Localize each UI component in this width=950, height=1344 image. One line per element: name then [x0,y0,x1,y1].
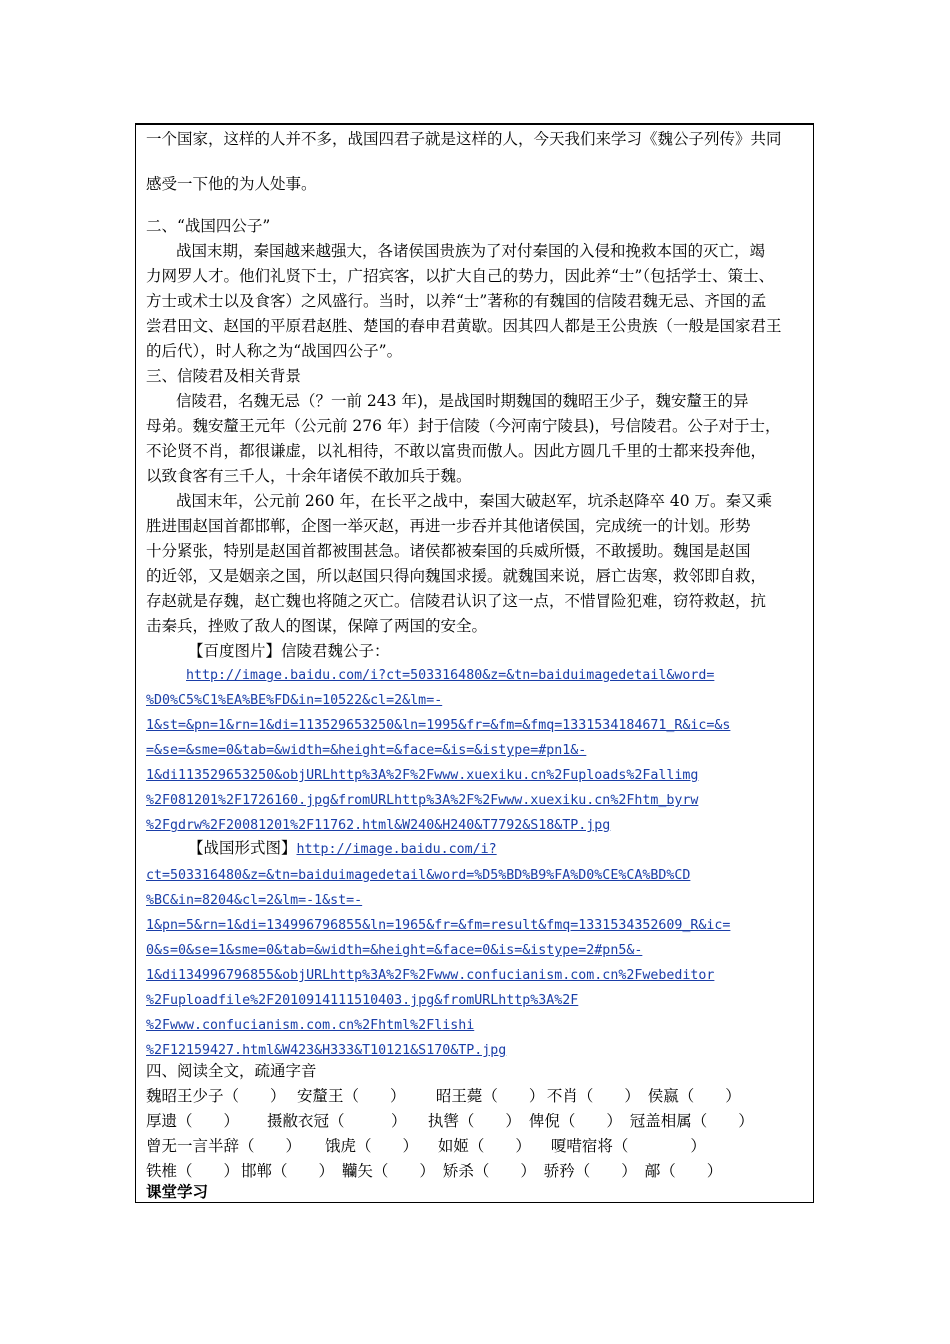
baidu-image-row-2 [188,838,497,860]
section-3-para-1-line: 不论贤不肖，都很谦虚，以礼相待，不敢以富贵而傲人。因此方圆几千里的士都来投奔他， [146,442,767,460]
pronunciation-item: 矫杀（ ） [442,1162,536,1180]
pronunciation-item: 如姬（ ） [437,1137,531,1155]
section-3-para-1-line: 以致食客有三千人，十余年诸侯不敢加兵于魏。 [146,467,472,485]
pronunciation-item: 执辔（ ） [427,1112,521,1130]
section-3-para-2-line: 十分紧张，特别是赵国首都被围甚急。诸侯都被秦国的兵威所慑，不敢援助。魏国是赵国 [146,542,751,560]
pronunciation-item: 铁椎（ ） [146,1162,240,1180]
pronunciation-item: 魏昭王少子（ ） [146,1087,286,1105]
pronunciation-item: 俾倪（ ） [528,1112,622,1130]
section-4-heading: 四、阅读全文，疏通字音 [146,1062,317,1080]
section-2-line: 力网罗人才。他们礼贤下士，广招宾客，以扩大自己的势力，因此养“士”（包括学士、策士、 [146,267,775,285]
section-3-heading: 三、信陵君及相关背景 [146,367,302,385]
baidu-image-link-2[interactable]: %2F12159427.html&W423&H333&T10121&S170&TP.jpg [146,1043,507,1058]
section-3-para-2-line: 胜进围赵国首都邯郸，企图一举灭赵，再进一步吞并其他诸侯国，完成统一的计划。形势 [146,517,751,535]
baidu-image-link-1[interactable]: =&se=&sme=0&tab=&width=&height=&face=&is=&istype=#pn1&- [146,743,587,758]
baidu-image-label-2: 【战国形式图】 [188,839,297,857]
pronunciation-item: 邯郸（ ） [240,1162,334,1180]
baidu-image-label-1: 【百度图片】信陵君魏公子： [188,642,390,660]
baidu-image-link-2[interactable]: %2Fwww.confucianism.com.cn%2Fhtml%2Flishi [146,1018,475,1033]
pronunciation-item: 韊矢（ ） [341,1162,435,1180]
section-3-para-1-line: 信陵君，名魏无忌（？一前 243 年)，是战国时期魏国的魏昭王少子，魏安釐王的异 [176,392,749,410]
table-top-border [136,124,813,125]
pronunciation-row-2 [146,1111,754,1131]
pronunciation-item: 厚遗（ ） [146,1112,240,1130]
section-3-para-2-line: 战国末年，公元前 260 年，在长平之战中，秦国大破赵军，坑杀赵降卒 40 万。秦又乘 [176,492,773,510]
baidu-image-link-2[interactable]: 1&di134996796855&objURLhttp%3A%2F%2Fwww.confucianism.com.cn%2Fwebeditor [146,968,715,983]
section-2-line: 的后代），时人称之为“战国四公子”。 [146,342,403,360]
intro-line-2: 感受一下他的为人处事。 [146,175,317,193]
baidu-image-link-1[interactable]: 1&di113529653250&objURLhttp%3A%2F%2Fwww.xuexiku.cn%2Fuploads%2Fallimg [146,768,699,783]
baidu-image-link-2[interactable]: %BC&in=8204&cl=2&lm=-1&st=- [146,893,363,908]
pronunciation-item: 嗄唶宿将（ ） [550,1137,706,1155]
section-2-line: 尝君田文、赵国的平原君赵胜、楚国的春申君黄歇。因其四人都是王公贵族（一般是国家君王 [146,317,782,335]
pronunciation-item: 骄矜（ ） [543,1162,637,1180]
baidu-image-link-1[interactable]: %2Fgdrw%2F20081201%2F11762.html&W240&H240&T7792&S18&TP.jpg [146,818,611,833]
baidu-image-link-2[interactable]: 1&pn=5&rn=1&di=134996796855&ln=1965&fr=&fm=result&fmq=1331534352609_R&ic= [146,918,731,933]
pronunciation-item: 昭王薨（ ） [435,1087,545,1105]
section-3-para-1-line: 母弟。魏安釐王元年（公元前 276 年）封于信陵（今河南宁陵县)，号信陵君。公子对于士， [146,417,781,435]
intro-line-1: 一个国家，这样的人并不多，战国四君子就是这样的人，今天我们来学习《魏公子列传》共同 [146,130,782,148]
baidu-image-link-1[interactable]: http://image.baidu.com/i?ct=503316480&z=&tn=baiduimagedetail&word= [186,668,715,683]
baidu-image-link-1[interactable]: %D0%C5%C1%EA%BE%FD&in=10522&cl=2&lm=- [146,693,443,708]
content-table-cell [135,123,814,1203]
pronunciation-row-3 [146,1136,735,1156]
section-2-heading: 二、“战国四公子” [146,217,271,235]
section-2-line: 战国末期，秦国越来越强大，各诸侯国贵族为了对付秦国的入侵和挽救本国的灭亡，竭 [176,242,766,260]
section-3-para-2-line: 击秦兵，挫败了敌人的图谋，保障了两国的安全。 [146,617,488,635]
classroom-learning-label: 课堂学习 [146,1183,209,1201]
pronunciation-item: 冠盖相属（ ） [629,1112,754,1130]
pronunciation-item: 不肖（ ） [546,1087,640,1105]
baidu-image-link-2[interactable]: ct=503316480&z=&tn=baiduimagedetail&word=%D5%BD%B9%FA%D0%CE%CA%BD%CD [146,868,691,883]
pronunciation-item: 饿虎（ ） [324,1137,418,1155]
pronunciation-row-4 [146,1161,723,1181]
pronunciation-item: 曾无一言半辞（ ） [146,1137,302,1155]
baidu-image-link-2[interactable]: %2Fuploadfile%2F2010914111510403.jpg&fromURLhttp%3A%2F [146,993,579,1008]
pronunciation-item: 鄗（ ） [644,1162,723,1180]
pronunciation-row-1 [146,1086,744,1106]
pronunciation-item: 摄敝衣冠（ ） [266,1112,407,1130]
section-2-line: 方士或术士以及食客）之风盛行。当时，以养“士”著称的有魏国的信陵君魏无忌、齐国的孟 [146,292,767,310]
section-3-para-2-line: 存赵就是存魏，赵亡魏也将随之灭亡。信陵君认识了这一点，不惜冒险犯难，窃符救赵，抗 [146,592,767,610]
baidu-image-link-2[interactable]: 0&s=0&se=1&sme=0&tab=&width=&height=&face=0&is=&istype=2#pn5&- [146,943,643,958]
pronunciation-item: 安釐王（ ） [296,1087,406,1105]
baidu-image-link-1[interactable]: %2F081201%2F1726160.jpg&fromURLhttp%3A%2F%2Fwww.xuexiku.cn%2Fhtm_byrw [146,793,699,808]
baidu-image-link-2[interactable]: http://image.baidu.com/i? [296,842,497,857]
baidu-image-link-1[interactable]: 1&st=&pn=1&rn=1&di=113529653250&ln=1995&fr=&fm=&fmq=1331534184671_R&ic=&s [146,718,731,733]
pronunciation-item: 侯嬴（ ） [647,1087,741,1105]
section-3-para-2-line: 的近邻，又是姻亲之国，所以赵国只得向魏国求援。就魏国来说，唇亡齿寒，救邻即自救， [146,567,767,585]
